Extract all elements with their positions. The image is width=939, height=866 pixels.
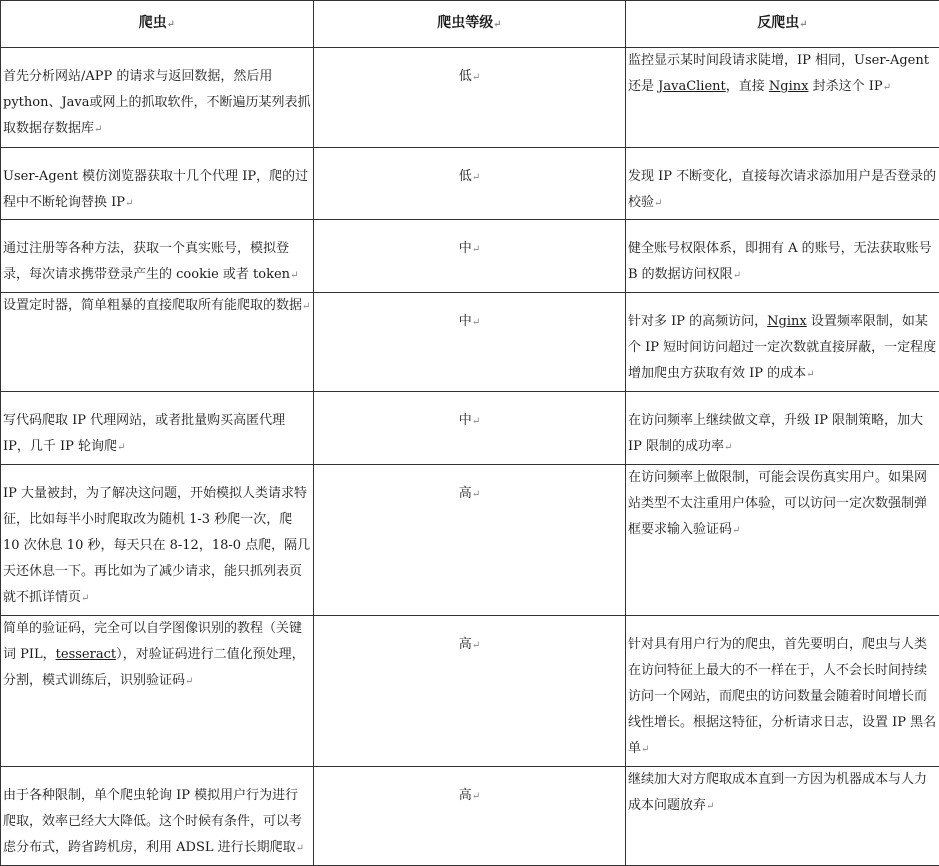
crawler-cell: 写代码爬取 IP 代理网站，或者批量购买高匿代理 IP，几千 IP 轮询爬↵ <box>1 392 314 465</box>
table-row <box>1 392 939 465</box>
crawler-cell: 通过注册等各种方法，获取一个真实账号，模拟登录，每次请求携带登录产生的 cookie 或者 token↵ <box>1 220 314 293</box>
crawler-cell: 简单的验证码，完全可以自学图像识别的教程（关键词 PIL，tesseract），对验证码进行二值化预处理，分割，模式训练后，识别验证码↵ <box>1 616 314 767</box>
table-row <box>1 220 939 293</box>
anti-crawler-cell: 监控显示某时间段请求陡增，IP 相同，User-Agent 还是 JavaClient，直接 Nginx 封杀这个 IP↵ <box>626 48 939 148</box>
crawler-cell: IP 大量被封，为了解决这问题，开始模拟人类请求特征，比如每半小时爬取改为随机 1-3 秒爬一次，爬 10 次休息 10 秒，每天只在 8-12，18-0 点爬，隔几天还休息一下。再比如为了减少请求，能只抓列表页就不抓详情页↵ <box>1 465 314 616</box>
level-cell: 高↵ <box>314 465 626 616</box>
level-cell: 中↵ <box>314 293 626 392</box>
anti-crawler-cell: 在访问频率上继续做文章，升级 IP 限制策略，加大 IP 限制的成功率↵ <box>626 392 939 465</box>
anti-crawler-cell: 发现 IP 不断变化，直接每次请求添加用户是否登录的校验↵ <box>626 148 939 220</box>
anti-crawler-cell: 针对多 IP 的高频访问，Nginx 设置频率限制，如某个 IP 短时间访问超过一定次数就直接屏蔽，一定程度增加爬虫方获取有效 IP 的成本↵ <box>626 293 939 392</box>
level-cell: 高↵ <box>314 767 626 866</box>
anti-crawler-cell: 针对具有用户行为的爬虫，首先要明白，爬虫与人类在访问特征上最大的不一样在于，人不会长时间持续访问一个网站，而爬虫的访问数量会随着时间增长而线性增长。根据这特征，分析请求日志，设置 IP 黑名单↵ <box>626 616 939 767</box>
table-row <box>1 767 939 866</box>
anti-crawler-cell: 健全账号权限体系，即拥有 A 的账号，无法获取账号 B 的数据访问权限↵ <box>626 220 939 293</box>
level-cell: 中↵ <box>314 220 626 293</box>
table-row <box>1 293 939 392</box>
table-row <box>1 465 939 616</box>
crawler-cell: 由于各种限制，单个爬虫轮询 IP 模拟用户行为进行爬取，效率已经大大降低。这个时候有条件，可以考虑分布式，跨省跨机房，利用 ADSL 进行长期爬取↵ <box>1 767 314 866</box>
anti-crawler-cell: 继续加大对方爬取成本直到一方因为机器成本与人力成本问题放弃↵ <box>626 767 939 866</box>
crawler-cell: User-Agent 模仿浏览器获取十几个代理 IP，爬的过程中不断轮询替换 IP↵ <box>1 148 314 220</box>
header-row <box>1 1 939 48</box>
table-row <box>1 616 939 767</box>
level-cell: 高↵ <box>314 616 626 767</box>
anti-crawler-cell: 在访问频率上做限制，可能会误伤真实用户。如果网站类型不太注重用户体验，可以访问一定次数强制弹框要求输入验证码↵ <box>626 465 939 616</box>
table-row <box>1 48 939 148</box>
table-row <box>1 148 939 220</box>
crawler-cell: 首先分析网站/APP 的请求与返回数据，然后用python、Java或网上的抓取软件，不断遍历某列表抓取数据存数据库↵ <box>1 48 314 148</box>
header-level: 爬虫等级↵ <box>314 1 626 48</box>
level-cell: 低↵ <box>314 48 626 148</box>
level-cell: 中↵ <box>314 392 626 465</box>
header-crawler: 爬虫↵ <box>1 1 314 48</box>
crawler-cell: 设置定时器，简单粗暴的直接爬取所有能爬取的数据↵ <box>1 293 314 392</box>
level-cell: 低↵ <box>314 148 626 220</box>
header-anti-crawler: 反爬虫↵ <box>626 1 939 48</box>
